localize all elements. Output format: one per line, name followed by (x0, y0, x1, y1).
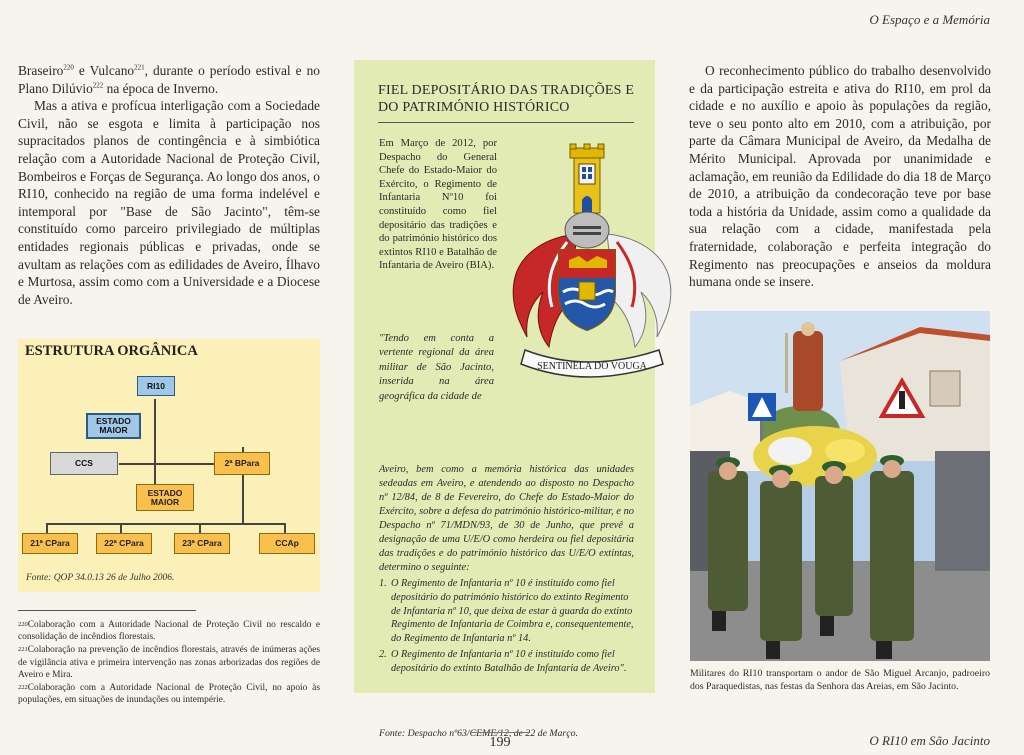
org-node-23-cpara: 23ª CPara (174, 533, 230, 554)
footnote-text: Colaboração na prevenção de incêndios florestais, através de inúmeras ações de vigilância ativa e primeira intervenção nas zonas arborizadas dos regiões de Aveiro e Mira. (18, 645, 320, 680)
right-column (689, 62, 991, 291)
text-run: Braseiro (18, 63, 64, 78)
left-column (18, 62, 320, 308)
sidebar-quote: Aveiro, bem como a memória histórica das unidades sedeadas em Aveiro, e atendendo ao disposto no Despacho nº 12/84, de 8 de Fevereiro, do Chefe do Estado-Maior do Exército, sobre a defesa do património histórico-militar, e no Despacho nº 71/MDN/93, de 30 de Junho, que prevê a designação de uma U/E/O como herdeira ou fiel depositária das tradições e do património histórico das U/E/O extintas, determino o seguinte: (379, 464, 634, 573)
list-item (379, 577, 634, 646)
sidebar-quote-start: "Tendo em conta a vertente regional da área militar de São Jacinto, inserida na área geográfica da cidade de (379, 333, 494, 402)
footnotes (18, 619, 320, 707)
sidebar-determinations (379, 577, 634, 678)
list-item-number: 2. (379, 648, 387, 660)
footnote-ref: 222 (92, 81, 104, 90)
footnote-item (18, 682, 320, 706)
text-run: na época de Inverno. (103, 80, 219, 96)
org-node-21-cpara: 21ª CPara (22, 533, 78, 554)
list-item (379, 648, 634, 676)
procession-photo (690, 311, 990, 661)
org-node-ccap: CCAp (259, 533, 315, 554)
footnote-number: 221 (18, 646, 28, 654)
paragraph-2 (18, 97, 320, 308)
org-node-bpara: 2ª BPara (214, 452, 270, 475)
footnote-ref: 221 (134, 63, 145, 72)
footnote-text: Colaboração com a Autoridade Nacional de Proteção Civil no rescaldo e consolidação de incêndios florestais. (18, 620, 320, 643)
org-node-estado-maior-bpara: ESTADO MAIOR (136, 484, 194, 511)
footnote-ref: 220 (63, 63, 74, 72)
paragraph-recognition (689, 62, 991, 291)
sidebar-source: Fonte: Despacho nº63/CEME/12, de 22 de Março. (379, 728, 578, 739)
page-number: 199 (470, 732, 530, 751)
crest-motto: SENTINELA DO VOUGA (537, 361, 647, 372)
running-head: O Espaço e a Memória (869, 12, 990, 27)
org-node-ri10: RI10 (137, 376, 175, 396)
footnote-number: 222 (18, 684, 28, 692)
org-chart-source: Fonte: QOP 34.0.13 26 de Julho 2006. (26, 573, 175, 583)
text-run: e Vulcano (73, 63, 135, 78)
org-chart-title: ESTRUTURA ORGÂNICA (25, 343, 198, 359)
text-run: , durante o período estival e no Plano Dilúvio (18, 63, 320, 96)
regimental-crest-image (507, 142, 677, 387)
org-connector (46, 523, 286, 525)
footnote-number: 220 (18, 621, 28, 628)
photo-caption: Militares do RI10 transportam o andor de São Miguel Arcanjo, padroeiro dos Paraquedistas, nas festas da Senhora das Areias, em São Jacinto. (690, 668, 990, 692)
list-item-text: O Regimento de Infantaria nº 10 é instituído como fiel depositário do extinto Batalhão de Infantaria de Aveiro". (391, 648, 627, 674)
sidebar-intro: Em Março de 2012, por Despacho do General Chefe do Estado-Maior do Exército, o Regimento de Infantaria Nº10 foi constituído como fiel depositário das tradições e do património histórico dos extintos RI10 e Batalhão de Infantaria de Aveiro (BIA). (379, 138, 497, 272)
org-chart (18, 339, 320, 592)
running-foot: O RI10 em São Jacinto (869, 733, 990, 748)
footnote-text: Colaboração com a Autoridade Nacional de Proteção Civil, no apoio às populações, em situações de inundações ou intempérie. (18, 683, 320, 706)
text-run: O reconhecimento público do trabalho desenvolvido e da participação estreita e ativa do RI10, em prol da cidade e no auxílio e apoio às populações da região, teve o seu ponto alto em 2010, com a atribuição, por parte da Câmara Municipal de Aveiro, da Medalha de Mérito Municipal. Aprovada por unanimidade e aclamação, em reunião da Edilidade do dia 18 de Março de 2010, a atribuição da condecoração teve por base toda a história da Unidade, assim como a qualidade da sua relação com a cidade, manifestada pela fraternidade, colaboração e perfeita integração do Regimento nas preocupações e anseios da moldura humana onde se insere. (689, 63, 991, 290)
org-node-estado-maior: ESTADO MAIOR (86, 413, 141, 439)
sidebar-title-rule (378, 122, 634, 123)
sidebar-title: FIEL DEPOSITÁRIO DAS TRADIÇÕES E DO PATRIMÓNIO HISTÓRICO (378, 83, 635, 115)
list-item-number: 1. (379, 578, 387, 589)
text-run: Mas a ativa e profícua interligação com a Sociedade Civil, não se esgota e limita à participação nos supracitados planos de contingência e à simbiótica relação com a Autoridade Nacional de Proteção Civil, Bombeiros e Forças de Segurança. Ao longo dos anos, o RI10, conhecido na região de uma forma indelével e intemporal por "Base de São Jacinto", têm-se constituído como parceiro privilegiado de múltiplas entidades regionais públicas e privadas, onde se avultam as relações com as edilidades de Aveiro, Ílhavo e Murtosa, assim como com a Universidade e a Diocese de Aveiro. (18, 98, 320, 307)
list-item-text: O Regimento de Infantaria nº 10 é instituído como fiel depositário do património histórico do extinto Regimento de Infantaria nº 10, que deixa de estar à guarda do extinto Regimento de Infantaria de Coimbra e, consequentemente, do Regimento de Infantaria nº 14. (391, 578, 634, 645)
footnote-divider (18, 610, 196, 611)
footnote-item (18, 644, 320, 681)
org-node-ccs: CCS (50, 452, 118, 475)
org-node-22-cpara: 22ª CPara (96, 533, 152, 554)
paragraph-1 (18, 62, 320, 97)
footnote-item (18, 619, 320, 643)
